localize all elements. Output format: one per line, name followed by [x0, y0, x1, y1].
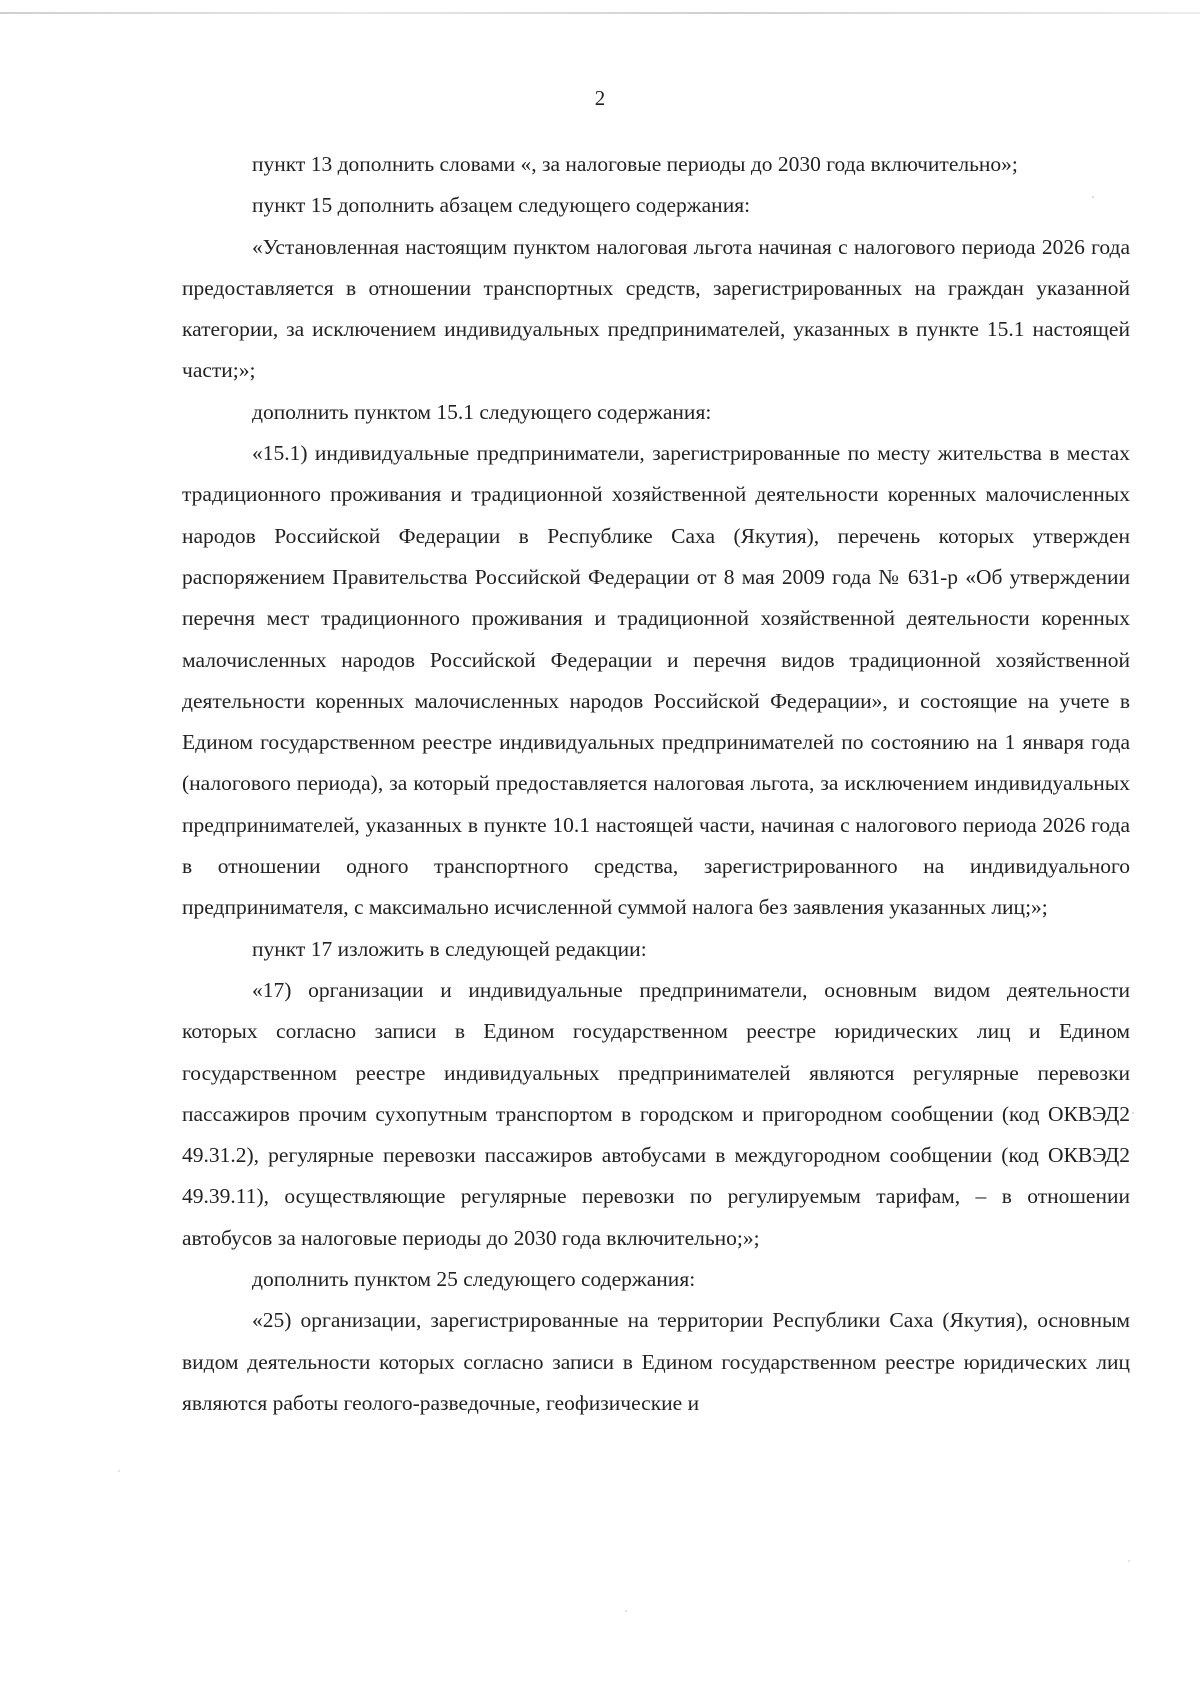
scan-speckle: [1128, 1560, 1130, 1562]
scan-speckle: [625, 1610, 627, 1612]
paragraph-item-25-text: «25) организации, зарегистрированные на территории Республики Саха (Якутия), основным видом деятельности которых согласно записи в Едином государственном реестре юридических лиц являются работы геолого-разведочные, геофизические и: [182, 1308, 1130, 1415]
scan-speckle: [118, 1470, 120, 1472]
scan-speckle: [1092, 196, 1094, 198]
page-number: 2: [594, 86, 606, 110]
scan-speckle: [1132, 1112, 1134, 1114]
paragraph-item-13-amendment: пункт 13 дополнить словами «, за налоговые периоды до 2030 года включительно»;: [252, 152, 1018, 176]
paragraph-item-15-text: «Установленная настоящим пунктом налоговая льгота начиная с налогового периода 2026 года предоставляется в отношении транспортных средств, зарегистрированных на граждан указанной категории, за исключением индивидуальных предпринимателей, указанных в пункте 15.1 настоящей части;»;: [182, 234, 1130, 383]
scan-edge: [0, 12, 1200, 14]
paragraph-item-15-1-intro: дополнить пунктом 15.1 следующего содержания:: [252, 399, 712, 424]
paragraph-item-17-text: «17) организации и индивидуальные предприниматели, основным видом деятельности которых согласно записи в Едином государственном реестре юридических лиц и Едином государственном реестре индивидуальных предпринимателей являются регулярные перевозки пассажиров прочим сухопутным транспортом в городском и пригородном сообщении (код ОКВЭД2 49.31.2), регулярные перевозки пассажиров автобусами в междугородном сообщении (код ОКВЭД2 49.39.11), осуществляющие регулярные перевозки по регулируемым тарифам, – в отношении автобусов за налоговые периоды до 2030 года включительно;»;: [182, 977, 1130, 1250]
paragraph-item-17-intro: пункт 17 изложить в следующей редакции:: [252, 936, 647, 961]
document-body: [182, 144, 1130, 1424]
paragraph-item-25-intro: дополнить пунктом 25 следующего содержания:: [252, 1267, 696, 1292]
paragraph-item-15-1-text: «15.1) индивидуальные предприниматели, зарегистрированные по месту жительства в местах традиционного проживания и традиционной хозяйственной деятельности коренных малочисленных народов Российской Федерации в Республике Саха (Якутия), перечень которых утвержден распоряжением Правительства Российской Федерации от 8 мая 2009 года № 631-р «Об утверждении перечня мест традиционного проживания и традиционной хозяйственной деятельности коренных малочисленных народов Российской Федерации и перечня видов традиционной хозяйственной деятельности коренных малочисленных народов Российской Федерации», и состоящие на учете в Едином государственном реестре индивидуальных предпринимателей по состоянию на 1 января года (налогового периода), за который предоставляется налоговая льгота, за исключением индивидуальных предпринимателей, указанных в пункте 10.1 настоящей части, начиная с налогового периода 2026 года в отношении одного транспортного средства, зарегистрированного на индивидуального предпринимателя, с максимально исчисленной суммой налога без заявления указанных лиц;»;: [182, 441, 1130, 920]
paragraph-item-15-intro: пункт 15 дополнить абзацем следующего содержания:: [252, 193, 751, 218]
